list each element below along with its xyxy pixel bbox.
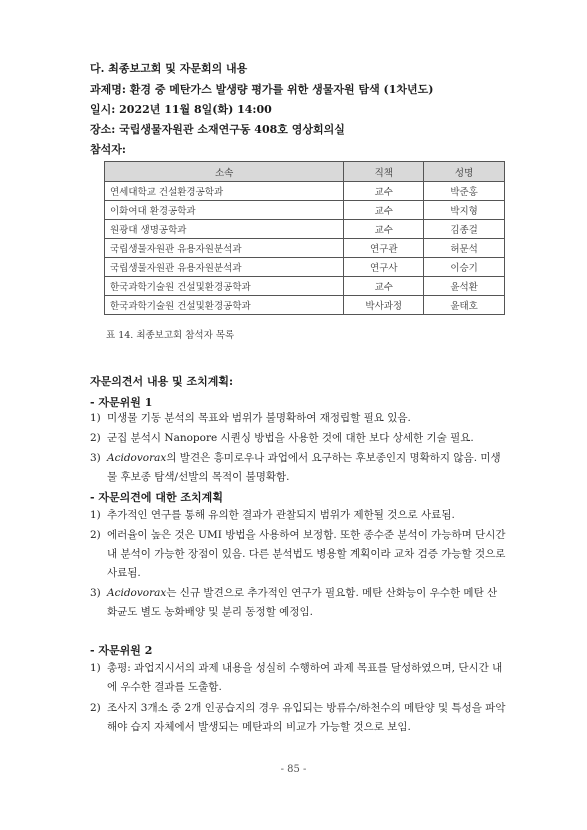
item-text: 총평: 과업지시서의 과제 내용을 성실히 수행하여 과제 목표를 달성하였으며, 단시간 내에 우수한 결과를 도출함. xyxy=(107,662,503,693)
opinions-heading: 자문의견서 내용 및 조치계획: xyxy=(90,375,234,388)
genus-name: Acidovorax xyxy=(107,452,167,464)
item-text: 의 발견은 흥미로우나 과업에서 요구하는 후보종인지 명확하지 않음. 미생물 후보종 탐색/선발의 목적이 불명확함. xyxy=(107,452,501,483)
cell-affiliation: 국립생물자원관 유용자원분석과 xyxy=(105,239,344,258)
cell-name: 윤석환 xyxy=(424,277,505,296)
cell-position: 교수 xyxy=(344,220,424,239)
item-number: 2) xyxy=(90,529,101,541)
header-affiliation: 소속 xyxy=(105,162,344,182)
table-header-row xyxy=(105,162,505,182)
table-row xyxy=(105,220,505,239)
item-text: 조사지 3개소 중 2개 인공습지의 경우 유입되는 방류수/하천수의 메탄양 및 특성을 파악해야 습지 자체에서 발생되는 메탄과의 비교가 가능할 것으로 보임. xyxy=(107,702,506,733)
item-number: 2) xyxy=(90,702,101,714)
attendee-table xyxy=(104,161,505,315)
item-text: 는 신규 발견으로 추가적인 연구가 필요함. 메탄 산화능이 우수한 메탄 산화균도 별도 농화배양 및 분리 동정할 예정임. xyxy=(107,587,498,618)
cell-position: 박사과정 xyxy=(344,296,424,315)
response-heading: - 자문의견에 대한 조치계획 xyxy=(90,491,223,504)
table-row xyxy=(105,182,505,201)
cell-affiliation: 한국과학기술원 건설및환경공학과 xyxy=(105,296,344,315)
attendees-label: 참석자: xyxy=(90,143,126,156)
cell-name: 허문석 xyxy=(424,239,505,258)
table-caption: 표 14. 최종보고회 참석자 목록 xyxy=(106,330,235,341)
cell-position: 교수 xyxy=(344,201,424,220)
cell-position: 연구사 xyxy=(344,258,424,277)
cell-name: 박준홍 xyxy=(424,182,505,201)
advisor-2-heading: - 자문위원 2 xyxy=(90,644,153,657)
header-position: 직책 xyxy=(344,162,424,182)
cell-affiliation: 이화여대 환경공학과 xyxy=(105,201,344,220)
cell-affiliation: 원광대 생명공학과 xyxy=(105,220,344,239)
item-text: 군집 분석시 Nanopore 시퀀싱 방법을 사용한 것에 대한 보다 상세한 기술 필요. xyxy=(107,432,474,444)
meeting-place: 장소: 국립생물자원관 소재연구동 408호 영상회의실 xyxy=(90,123,345,136)
item-number: 2) xyxy=(90,432,101,444)
table-row xyxy=(105,239,505,258)
meeting-date: 일시: 2022년 11월 8일(화) 14:00 xyxy=(90,103,272,116)
section-title: 다. 최종보고회 및 자문회의 내용 xyxy=(90,62,248,75)
cell-position: 교수 xyxy=(344,182,424,201)
advisor-1-heading: - 자문위원 1 xyxy=(90,396,153,409)
genus-name: Acidovorax xyxy=(107,587,167,599)
table-row xyxy=(105,277,505,296)
table-row xyxy=(105,296,505,315)
header-name: 성명 xyxy=(424,162,505,182)
table-row xyxy=(105,258,505,277)
item-number: 1) xyxy=(90,412,101,424)
cell-position: 연구관 xyxy=(344,239,424,258)
cell-position: 교수 xyxy=(344,277,424,296)
item-text: 에러율이 높은 것은 UMI 방법을 사용하여 보정함. 또한 종수준 분석이 가능하며 단시간 내 분석이 가능한 장점이 있음. 다른 분석법도 병용할 계획이라 교차 검증 가능할 것으로 사료됨. xyxy=(107,529,506,579)
cell-affiliation: 한국과학기술원 건설및환경공학과 xyxy=(105,277,344,296)
item-number: 1) xyxy=(90,662,101,674)
cell-name: 윤태호 xyxy=(424,296,505,315)
cell-affiliation: 연세대학교 건설환경공학과 xyxy=(105,182,344,201)
item-number: 3) xyxy=(90,452,101,464)
cell-name: 이승기 xyxy=(424,258,505,277)
cell-name: 박지형 xyxy=(424,201,505,220)
item-text: 미생물 기동 분석의 목표와 범위가 불명확하여 재정립할 필요 있음. xyxy=(107,412,411,424)
cell-affiliation: 국립생물자원관 유용자원분석과 xyxy=(105,258,344,277)
cell-name: 김종걸 xyxy=(424,220,505,239)
item-number: 1) xyxy=(90,509,101,521)
table-row xyxy=(105,201,505,220)
item-number: 3) xyxy=(90,587,101,599)
page-number: - 85 - xyxy=(280,764,307,775)
task-name: 과제명: 환경 중 메탄가스 발생량 평가를 위한 생물자원 탐색 (1차년도) xyxy=(90,83,434,96)
item-text: 추가적인 연구를 통해 유의한 결과가 관찰되지 범위가 제한될 것으로 사료됨. xyxy=(107,509,455,521)
